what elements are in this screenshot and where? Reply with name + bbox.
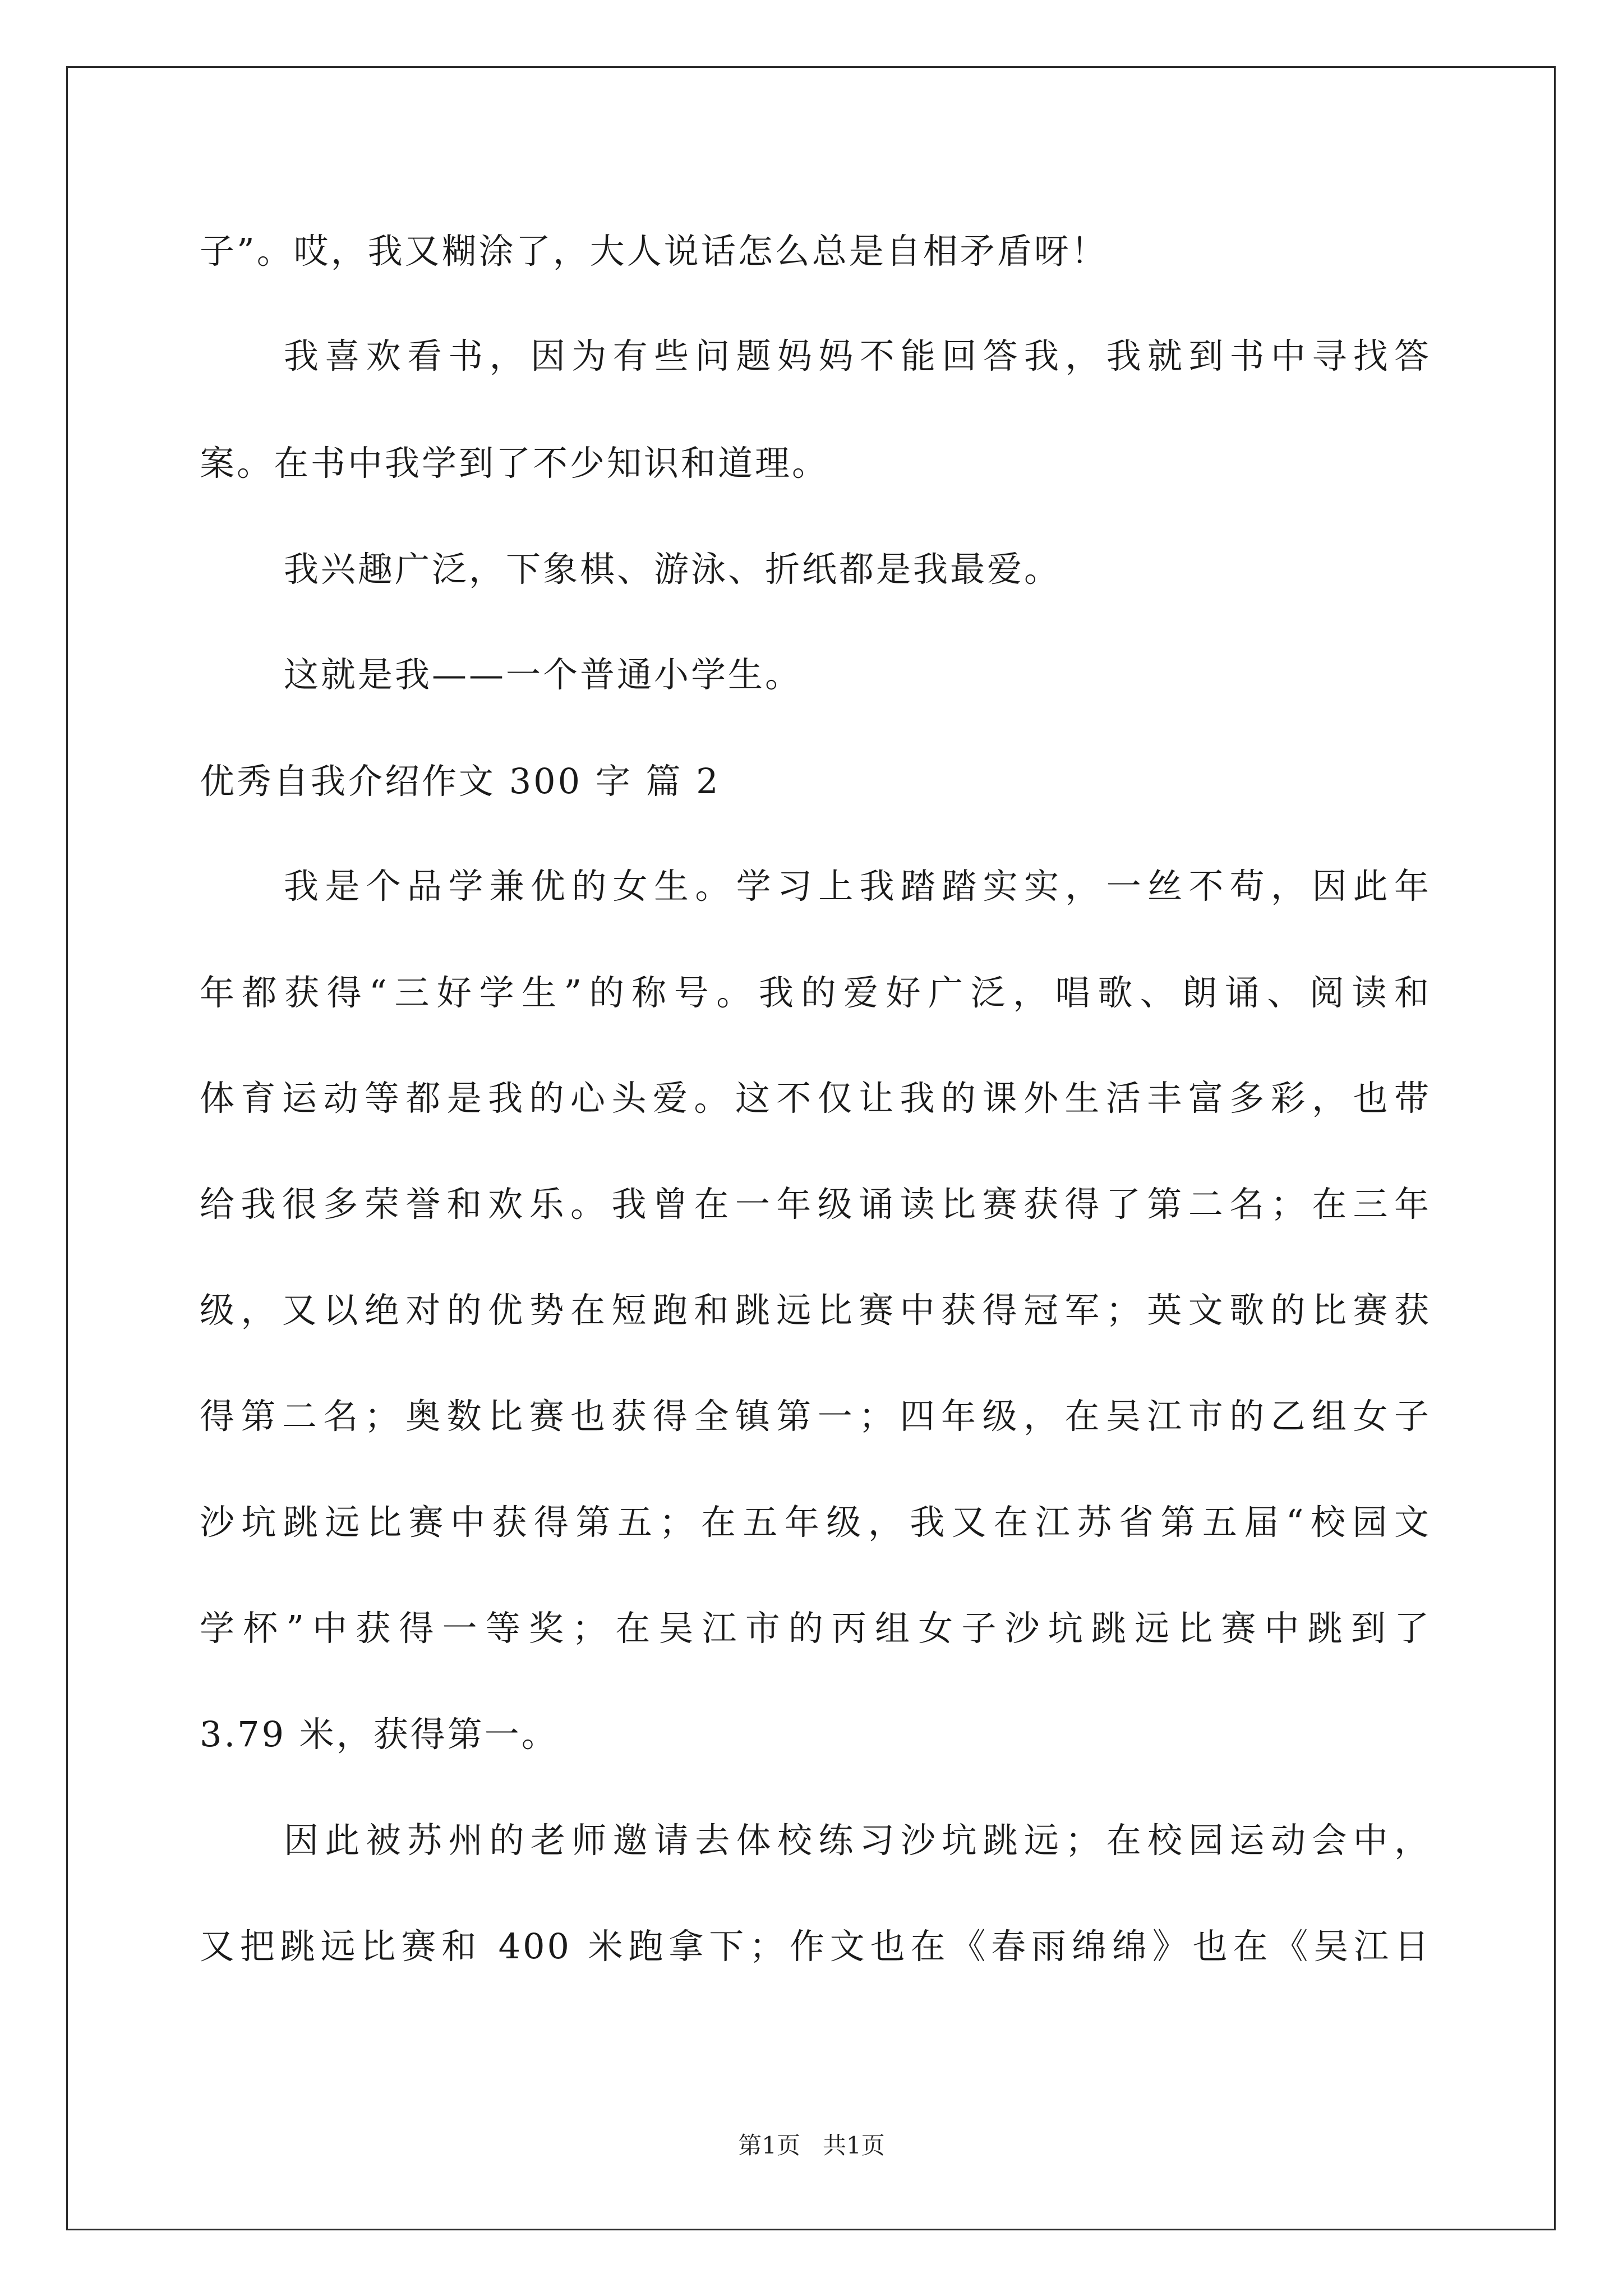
text-line: 得第二名；奥数比赛也获得全镇第一；四年级，在吴江市的乙组女子 <box>200 1396 1431 1437</box>
text-line: 3.79 米，获得第一。 <box>200 1714 559 1755</box>
text-line: 我喜欢看书，因为有些问题妈妈不能回答我，我就到书中寻找答 <box>284 335 1431 376</box>
text-line: 体育运动等都是我的心头爱。这不仅让我的课外生活丰富多彩，也带 <box>200 1078 1431 1119</box>
page-border <box>66 66 1556 2230</box>
text-line: 案。在书中我学到了不少知识和道理。 <box>200 443 829 484</box>
text-line: 级，又以绝对的优势在短跑和跳远比赛中获得冠军；英文歌的比赛获 <box>200 1290 1431 1331</box>
text-line: 因此被苏州的老师邀请去体校练习沙坑跳远；在校园运动会中， <box>284 1820 1431 1861</box>
text-line: 子”。哎，我又糊涂了，大人说话怎么总是自相矛盾呀！ <box>200 231 1108 272</box>
text-line: 给我很多荣誉和欢乐。我曾在一年级诵读比赛获得了第二名；在三年 <box>200 1184 1431 1225</box>
text-line: 学杯”中获得一等奖；在吴江市的丙组女子沙坑跳远比赛中跳到了 <box>200 1608 1431 1649</box>
text-line: 年都获得“三好学生”的称号。我的爱好广泛，唱歌、朗诵、阅读和 <box>200 972 1431 1013</box>
text-line: 沙坑跳远比赛中获得第五；在五年级，我又在江苏省第五届“校园文 <box>200 1502 1431 1543</box>
text-line: 我是个品学兼优的女生。学习上我踏踏实实，一丝不苟，因此年 <box>284 866 1431 907</box>
text-line: 这就是我——一个普通小学生。 <box>284 654 803 695</box>
page-footer: 第1页 共1页 <box>738 2132 885 2159</box>
text-line: 我兴趣广泛，下象棋、游泳、折纸都是我最爱。 <box>284 549 1062 590</box>
text-line: 又把跳远比赛和 400 米跑拿下；作文也在《春雨绵绵》也在《吴江日 <box>200 1926 1431 1967</box>
section-heading: 优秀自我介绍作文 300 字 篇 2 <box>200 761 721 802</box>
